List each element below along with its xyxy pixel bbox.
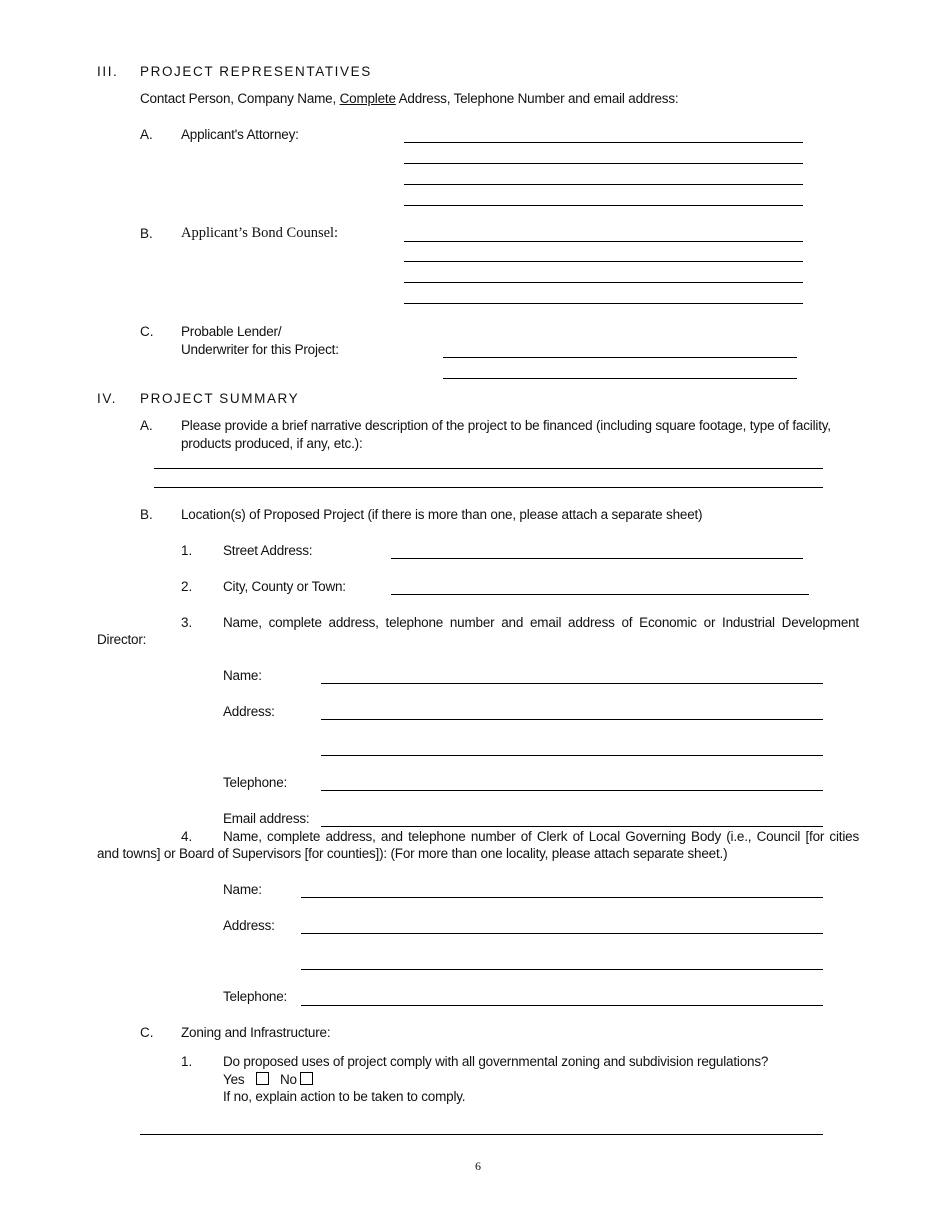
yes-checkbox[interactable] — [256, 1072, 269, 1085]
bond-counsel-label: Applicant’s Bond Counsel: — [181, 225, 339, 241]
lender-label-line-2: Underwriter for this Project: — [181, 342, 339, 357]
attorney-field-line-1[interactable] — [404, 142, 803, 143]
director-email-field[interactable] — [321, 826, 823, 827]
zoning-question: Do proposed uses of project comply with all governmental zoning and subdivision regulations? — [223, 1054, 769, 1069]
item-number: 4. — [181, 829, 193, 844]
narrative-field-line-1[interactable] — [154, 468, 823, 469]
attorney-field-line-3[interactable] — [404, 184, 803, 185]
director-address-label: Address: — [223, 704, 275, 719]
lender-label-line-1: Probable Lender/ — [181, 324, 282, 339]
no-label: No — [280, 1072, 297, 1087]
clerk-prompt-line-2: and towns] or Board of Supervisors [for counties]): (For more than one locality, please attach separate sheet.) — [97, 846, 728, 861]
location-prompt: Location(s) of Proposed Project (if there is more than one, please attach a separate sheet) — [181, 507, 703, 522]
bond-counsel-field-line-4[interactable] — [404, 303, 803, 304]
director-address-field-1[interactable] — [321, 719, 823, 720]
section-number: III. — [97, 64, 119, 79]
item-number: 2. — [181, 579, 193, 594]
item-letter: B. — [140, 507, 153, 522]
narrative-prompt-line-1: Please provide a brief narrative description of the project to be financed (including square footage, type of facility, — [181, 418, 831, 433]
no-checkbox[interactable] — [300, 1072, 313, 1085]
section-title: PROJECT SUMMARY — [140, 391, 300, 406]
econ-director-prompt-line-1: Name, complete address, telephone number and email address of Economic or Industrial Development — [223, 615, 859, 630]
lender-field-line-1[interactable] — [443, 357, 797, 358]
item-number: 1. — [181, 543, 193, 558]
clerk-telephone-field[interactable] — [301, 1005, 823, 1006]
street-address-label: Street Address: — [223, 543, 313, 558]
attorney-field-line-2[interactable] — [404, 163, 803, 164]
zoning-heading: Zoning and Infrastructure: — [181, 1025, 331, 1040]
city-county-field[interactable] — [391, 594, 809, 595]
narrative-field-line-2[interactable] — [154, 487, 823, 488]
narrative-prompt-line-2: products produced, if any, etc.): — [181, 436, 363, 451]
section-intro: Contact Person, Company Name, Complete Address, Telephone Number and email address: — [140, 91, 679, 106]
clerk-telephone-label: Telephone: — [223, 989, 288, 1004]
item-number: 1. — [181, 1054, 193, 1069]
section-title: PROJECT REPRESENTATIVES — [140, 64, 372, 79]
director-name-label: Name: — [223, 668, 262, 683]
yes-label: Yes — [223, 1072, 245, 1087]
city-county-label: City, County or Town: — [223, 579, 346, 594]
clerk-address-field-2[interactable] — [301, 969, 823, 970]
lender-field-line-2[interactable] — [443, 378, 797, 379]
director-email-label: Email address: — [223, 811, 310, 826]
director-address-field-2[interactable] — [321, 755, 823, 756]
item-letter: C. — [140, 1025, 154, 1040]
director-telephone-label: Telephone: — [223, 775, 288, 790]
attorney-label: Applicant's Attorney: — [181, 127, 299, 142]
director-telephone-field[interactable] — [321, 790, 823, 791]
bond-counsel-field-line-3[interactable] — [404, 282, 803, 283]
street-address-field[interactable] — [391, 558, 803, 559]
page-number: 6 — [475, 1159, 481, 1173]
item-letter: A. — [140, 418, 153, 433]
zoning-explain-prompt: If no, explain action to be taken to comply. — [223, 1089, 466, 1104]
item-letter: B. — [140, 226, 153, 241]
bond-counsel-field-line-2[interactable] — [404, 261, 803, 262]
attorney-field-line-4[interactable] — [404, 205, 803, 206]
bond-counsel-field-line-1[interactable] — [404, 241, 803, 242]
clerk-name-field[interactable] — [301, 897, 823, 898]
econ-director-prompt-line-2: Director: — [97, 632, 147, 647]
clerk-address-field-1[interactable] — [301, 933, 823, 934]
section-number: IV. — [97, 391, 118, 406]
clerk-prompt-line-1: Name, complete address, and telephone number of Clerk of Local Governing Body (i.e., Council [for cities — [223, 829, 859, 844]
item-letter: A. — [140, 127, 153, 142]
clerk-address-label: Address: — [223, 918, 275, 933]
item-number: 3. — [181, 615, 193, 630]
director-name-field[interactable] — [321, 683, 823, 684]
zoning-explain-field[interactable] — [140, 1134, 823, 1135]
item-letter: C. — [140, 324, 154, 339]
clerk-name-label: Name: — [223, 882, 262, 897]
